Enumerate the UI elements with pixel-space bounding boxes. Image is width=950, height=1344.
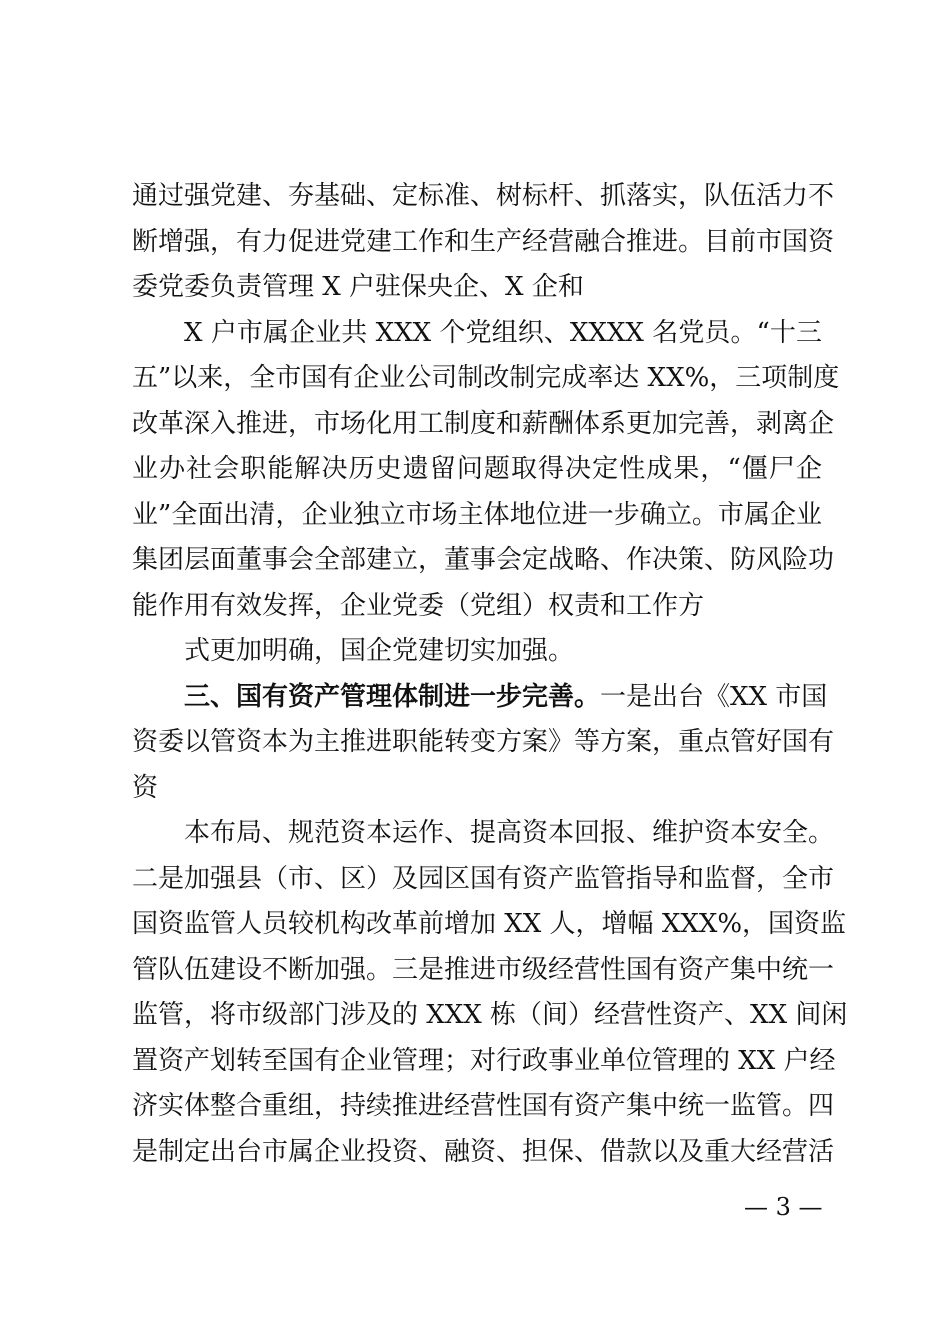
text-line: 集团层面董事会全部建立，董事会定战略、作决策、防风险功 [132, 545, 835, 575]
text-line: 业办社会职能解决历史遗留问题取得决定性成果，“僵尸企 [132, 454, 822, 484]
section-heading-line [132, 675, 828, 721]
text-line: 资委以管资本为主推进职能转变方案》等方案，重点管好国有 [132, 727, 835, 757]
text-line: 是制定出台市属企业投资、融资、担保、借款以及重大经营活 [132, 1136, 835, 1167]
section-heading: 三、国有资产管理体制进一步完善。 [184, 681, 601, 712]
text-line: 管队伍建设不断加强。三是推进市级经营性国有资产集中统一 [132, 954, 835, 985]
text-line: 监管，将市级部门涉及的 XXX 栋（间）经营性资产、XX 间闲 [132, 1000, 848, 1030]
text-line: 本布局、规范资本运作、提高资本回报、维护资本安全。 [184, 818, 835, 848]
text-line: 式更加明确，国企党建切实加强。 [184, 636, 575, 666]
heading-line-text: 一是出台《XX 市国 [600, 681, 828, 712]
text-line: 改革深入推进，市场化用工制度和薪酬体系更加完善，剥离企 [132, 408, 835, 439]
text-line: 委党委负责管理 X 户驻保央企、X 企和 [132, 272, 584, 302]
text-line: 济实体整合重组，持续推进经营性国有资产集中统一监管。四 [132, 1091, 835, 1121]
page-number: — 3 — [744, 1193, 823, 1221]
text-line: 二是加强县（市、区）及园区国有资产监管指导和监督，全市 [132, 863, 835, 894]
text-line: X 户市属企业共 XXX 个党组织、XXXX 名党员。“十三 [184, 317, 822, 348]
text-line: 能作用有效发挥，企业党委（党组）权责和工作方 [132, 590, 705, 621]
text-line: 置资产划转至国有企业管理；对行政事业单位管理的 XX 户经 [132, 1045, 836, 1076]
text-line: 业”全面出清，企业独立市场主体地位进一步确立。市属企业 [132, 499, 822, 530]
text-line: 断增强，有力促进党建工作和生产经营融合推进。目前市国资 [132, 226, 835, 257]
document-body [132, 174, 848, 1175]
text-line: 五”以来，全市国有企业公司制改制完成率达 XX%，三项制度 [132, 363, 840, 393]
text-line: 资 [132, 772, 159, 803]
text-line: 国资监管人员较机构改革前增加 XX 人，增幅 XXX%，国资监 [132, 909, 847, 939]
text-line: 通过强党建、夯基础、定标准、树标杆、抓落实，队伍活力不 [132, 181, 835, 211]
